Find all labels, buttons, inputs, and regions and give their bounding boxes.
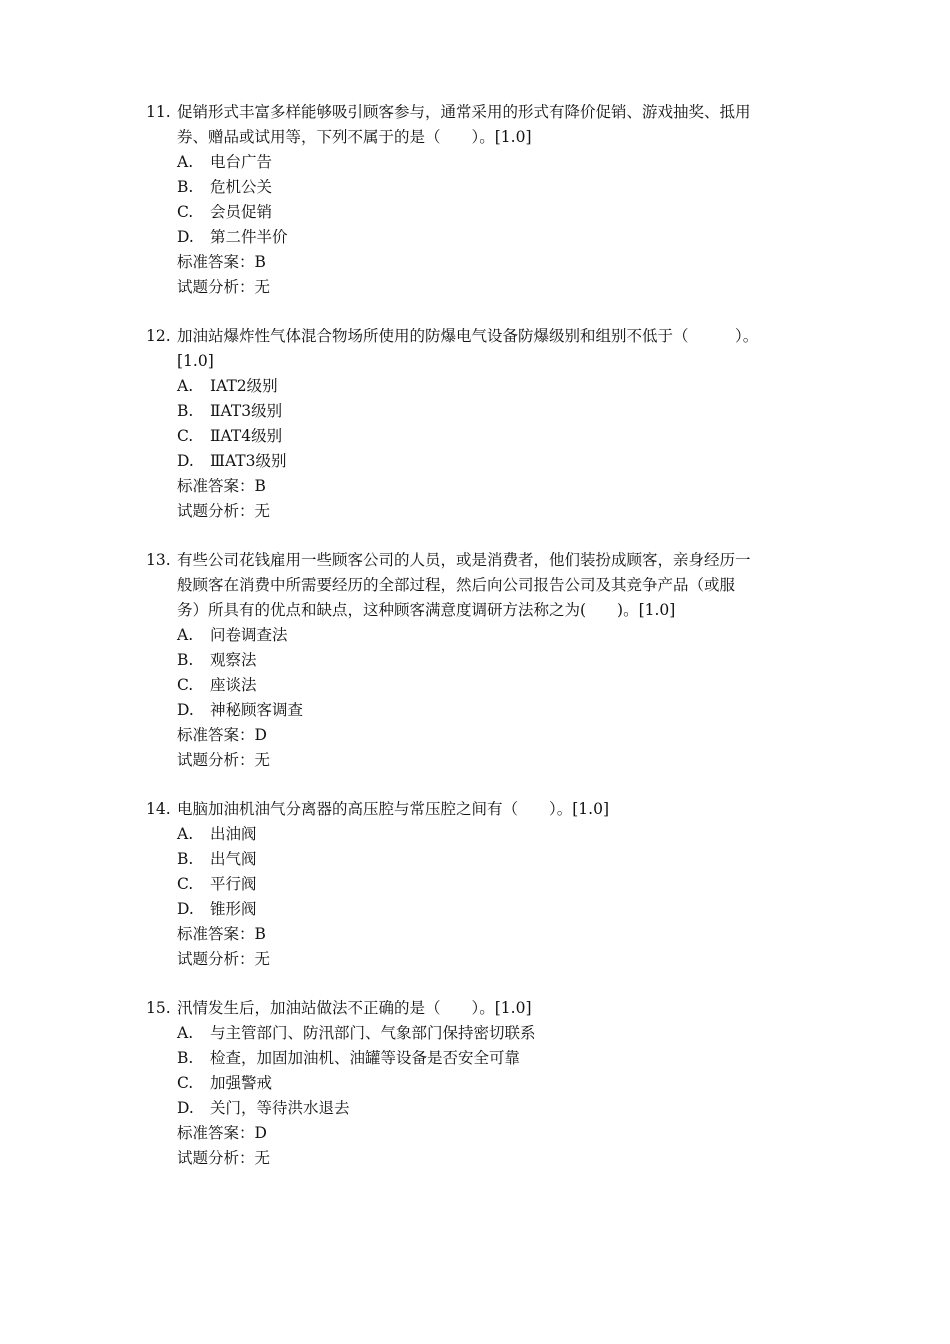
option-letter: C.	[177, 427, 194, 445]
option-text: 加强警戒	[210, 1074, 273, 1092]
answer-text: 标准答案：B	[177, 477, 266, 495]
option-letter: C.	[177, 676, 194, 694]
question-12	[146, 324, 816, 524]
answer-text: 标准答案：B	[177, 253, 266, 271]
question-analysis	[146, 748, 816, 773]
option-a	[146, 150, 816, 175]
option-b	[146, 175, 816, 200]
option-text: 出气阀	[210, 850, 257, 868]
question-stem-line	[146, 324, 816, 349]
option-text: ⅡAT4级别	[210, 427, 283, 445]
option-letter: D.	[177, 900, 194, 918]
option-text: 电台广告	[210, 153, 273, 171]
question-stem: 券、赠品或试用等，下列不属于的是（ ）。[1.0]	[177, 128, 532, 146]
option-text: 座谈法	[210, 676, 257, 694]
question-analysis	[146, 499, 816, 524]
answer-text: 标准答案：D	[177, 726, 267, 744]
option-text: 关门，等待洪水退去	[210, 1099, 350, 1117]
option-a	[146, 623, 816, 648]
option-c	[146, 424, 816, 449]
question-analysis	[146, 947, 816, 972]
option-c	[146, 673, 816, 698]
option-text: 平行阀	[210, 875, 257, 893]
option-letter: A.	[177, 1024, 194, 1042]
question-stem-line	[146, 349, 816, 374]
question-number: 12.	[146, 327, 171, 345]
option-letter: D.	[177, 228, 194, 246]
question-analysis	[146, 1146, 816, 1171]
option-a	[146, 374, 816, 399]
question-stem-line	[146, 598, 816, 623]
question-number: 15.	[146, 999, 171, 1017]
option-letter: C.	[177, 1074, 194, 1092]
option-letter: D.	[177, 452, 194, 470]
analysis-text: 试题分析：无	[177, 278, 271, 296]
option-d	[146, 698, 816, 723]
question-stem: 般顾客在消费中所需要经历的全部过程，然后向公司报告公司及其竞争产品（或服	[177, 576, 736, 594]
option-text: ⅢAT3级别	[210, 452, 287, 470]
question-stem-line	[146, 573, 816, 598]
question-number: 11.	[146, 103, 171, 121]
question-14	[146, 797, 816, 972]
option-letter: B.	[177, 850, 194, 868]
question-stem: 促销形式丰富多样能够吸引顾客参与，通常采用的形式有降价促销、游戏抽奖、抵用	[177, 103, 751, 121]
question-stem: [1.0]	[177, 352, 214, 370]
option-text: 危机公关	[210, 178, 273, 196]
option-text: ⅡAT3级别	[210, 402, 283, 420]
analysis-text: 试题分析：无	[177, 1149, 271, 1167]
option-text: 第二件半价	[210, 228, 288, 246]
standard-answer	[146, 922, 816, 947]
option-text: 神秘顾客调查	[210, 701, 304, 719]
option-text: ⅠAT2级别	[210, 377, 278, 395]
question-stem: 务）所具有的优点和缺点，这种顾客满意度调研方法称之为( )。[1.0]	[177, 601, 676, 619]
option-letter: B.	[177, 402, 194, 420]
option-d	[146, 449, 816, 474]
question-stem: 有些公司花钱雇用一些顾客公司的人员，或是消费者，他们装扮成顾客，亲身经历一	[177, 551, 751, 569]
option-letter: C.	[177, 875, 194, 893]
standard-answer	[146, 250, 816, 275]
question-stem-line	[146, 996, 816, 1021]
option-letter: A.	[177, 153, 194, 171]
option-text: 观察法	[210, 651, 257, 669]
question-stem: 汛情发生后，加油站做法不正确的是（ ）。[1.0]	[177, 999, 532, 1017]
standard-answer	[146, 1121, 816, 1146]
option-text: 检查，加固加油机、油罐等设备是否安全可靠	[210, 1049, 521, 1067]
option-b	[146, 648, 816, 673]
option-letter: A.	[177, 626, 194, 644]
option-d	[146, 225, 816, 250]
question-stem-line	[146, 100, 816, 125]
option-text: 会员促销	[210, 203, 273, 221]
option-text: 与主管部门、防汛部门、气象部门保持密切联系	[210, 1024, 536, 1042]
question-analysis	[146, 275, 816, 300]
option-d	[146, 1096, 816, 1121]
option-c	[146, 872, 816, 897]
analysis-text: 试题分析：无	[177, 502, 271, 520]
question-stem-line	[146, 797, 816, 822]
standard-answer	[146, 723, 816, 748]
question-15	[146, 996, 816, 1171]
question-11	[146, 100, 816, 300]
question-13	[146, 548, 816, 773]
option-letter: C.	[177, 203, 194, 221]
option-d	[146, 897, 816, 922]
option-letter: B.	[177, 651, 194, 669]
answer-text: 标准答案：D	[177, 1124, 267, 1142]
option-letter: D.	[177, 701, 194, 719]
option-b	[146, 1046, 816, 1071]
question-number: 14.	[146, 800, 171, 818]
option-text: 出油阀	[210, 825, 257, 843]
analysis-text: 试题分析：无	[177, 751, 271, 769]
analysis-text: 试题分析：无	[177, 950, 271, 968]
question-stem-line	[146, 548, 816, 573]
option-a	[146, 822, 816, 847]
answer-text: 标准答案：B	[177, 925, 266, 943]
option-a	[146, 1021, 816, 1046]
option-text: 锥形阀	[210, 900, 257, 918]
option-letter: D.	[177, 1099, 194, 1117]
option-letter: B.	[177, 1049, 194, 1067]
question-stem: 加油站爆炸性气体混合物场所使用的防爆电气设备防爆级别和组别不低于（ ）。	[177, 327, 759, 345]
option-letter: A.	[177, 825, 194, 843]
option-b	[146, 847, 816, 872]
option-letter: A.	[177, 377, 194, 395]
option-c	[146, 200, 816, 225]
question-stem-line	[146, 125, 816, 150]
option-text: 问卷调查法	[210, 626, 288, 644]
question-number: 13.	[146, 551, 171, 569]
option-letter: B.	[177, 178, 194, 196]
option-c	[146, 1071, 816, 1096]
option-b	[146, 399, 816, 424]
question-stem: 电脑加油机油气分离器的高压腔与常压腔之间有（ ）。[1.0]	[177, 800, 609, 818]
standard-answer	[146, 474, 816, 499]
